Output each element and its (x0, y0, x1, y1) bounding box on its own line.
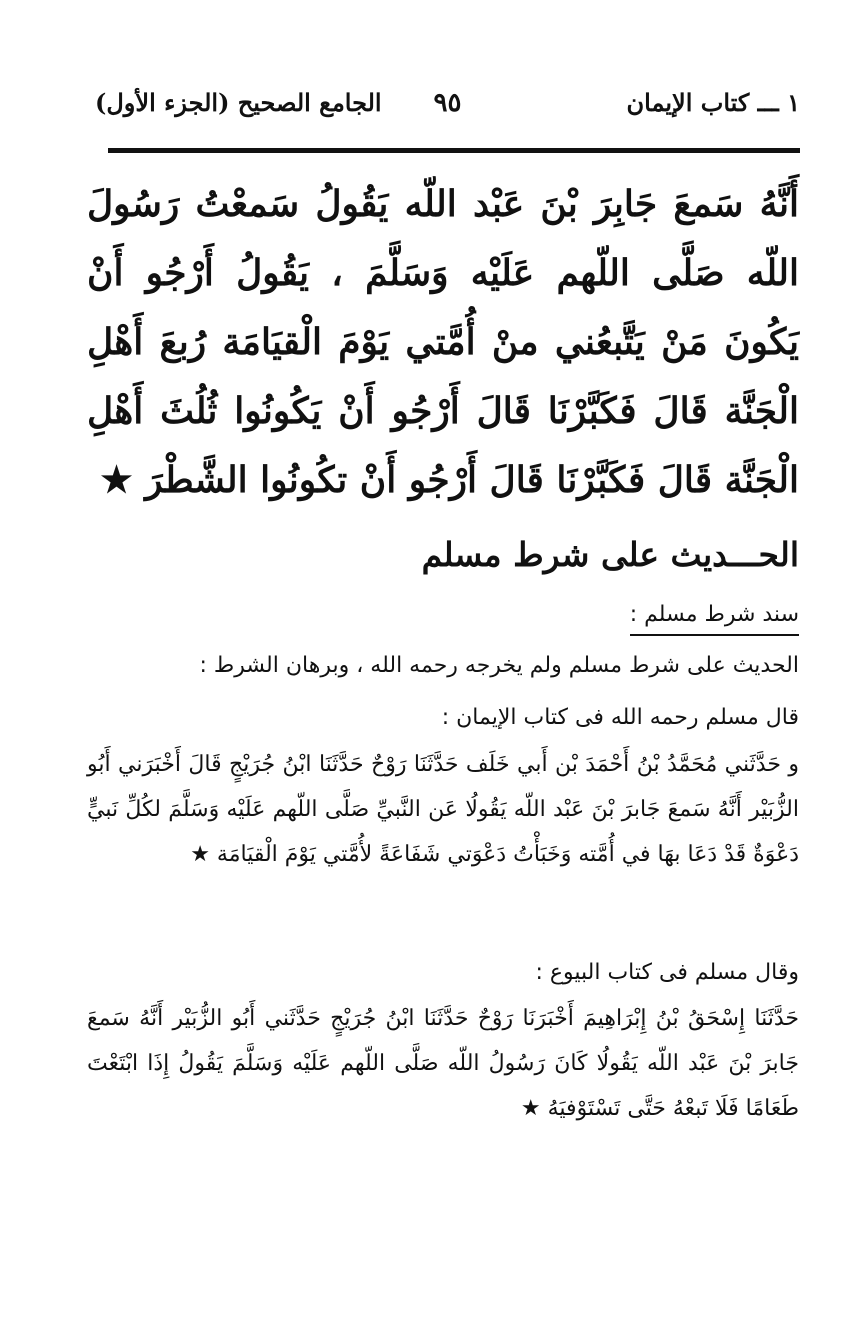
paragraph-kitab-buyu: وقال مسلم فى كتاب البيوع : (535, 960, 799, 985)
page-header (95, 88, 800, 128)
hadith-text: أَنَّهُ سَمعَ جَابِرَ بْنَ عَبْد اللّه يَقُولُ سَمعْتُ رَسُولَ اللّه صَلَّى اللّهم عَلَيْه وَسَلَّمَ ، يَقُولُ أَرْجُو أَنْ يَكُونَ مَنْ يَتَّبعُني منْ أُمَّتي يَوْمَ الْقيَامَة رُبعَ أَهْلِ الْجَنَّة قَالَ فَكَبَّرْنَا قَالَ أَرْجُو أَنْ يَكُونُوا ثُلُثَ أَهْلِ الْجَنَّة قَالَ فَكَبَّرْنَا قَالَ أَرْجُو أَنْ تكُونُوا الشَّطْرَ ★ (87, 183, 799, 501)
paragraph-condition: الحديث على شرط مسلم ولم يخرجه رحمه الله ، وبرهان الشرط : (199, 653, 799, 678)
book-title: الجامع الصحيح (الجزء الأول) (95, 88, 382, 117)
section-heading: الحـــديث على شرط مسلم (421, 535, 799, 574)
header-divider (108, 148, 800, 153)
paragraph-kitab-iman: قال مسلم رحمه الله فى كتاب الإيمان : (441, 705, 799, 730)
paragraph-hadith-buyu: حَدَّثَنَا إِسْحَقُ بْنُ إِبْرَاهِيمَ أَخْبَرَنَا رَوْحٌ حَدَّثَنَا ابْنُ جُرَيْجٍ حَدَّثَني أَبُو الزُّبَيْر أَنَّهُ سَمعَ جَابرَ بْنَ عَبْد اللّه يَقُولُا كَانَ رَسُولُ اللّه صَلَّى اللّهم عَلَيْه وَسَلَّمَ يَقُولُ إِذَا ابْتَعْتَ طَعَامًا فَلَا تَبعْهُ حَتَّى تَسْتَوْفيَهُ ★ (87, 1006, 799, 1121)
page-number: ٩٥ (433, 88, 462, 118)
sanad-title: سند شرط مسلم : (630, 598, 799, 636)
paragraph-hadith-iman: و حَدَّثَني مُحَمَّدُ بْنُ أَحْمَدَ بْن أَبي خَلَف حَدَّثَنَا رَوْحٌ حَدَّثَنَا ابْنُ جُرَيْجٍ قَالَ أَخْبَرَني أَبُو الزُّبَيْر أَنَّهُ سَمعَ جَابرَ بْنَ عَبْد اللّه يَقُولُا عَن النَّبيِّ صَلَّى اللّهم عَلَيْه وَسَلَّمَ لكُلِّ نَبيٍّ دَعْوَةٌ قَدْ دَعَا بهَا في أُمَّته وَخَبَأْتُ دَعْوَتي شَفَاعَةً لأُمَّتي يَوْمَ الْقيَامَة ★ (87, 752, 799, 867)
chapter-title: ١ ـــ كتاب الإيمان (626, 88, 800, 117)
